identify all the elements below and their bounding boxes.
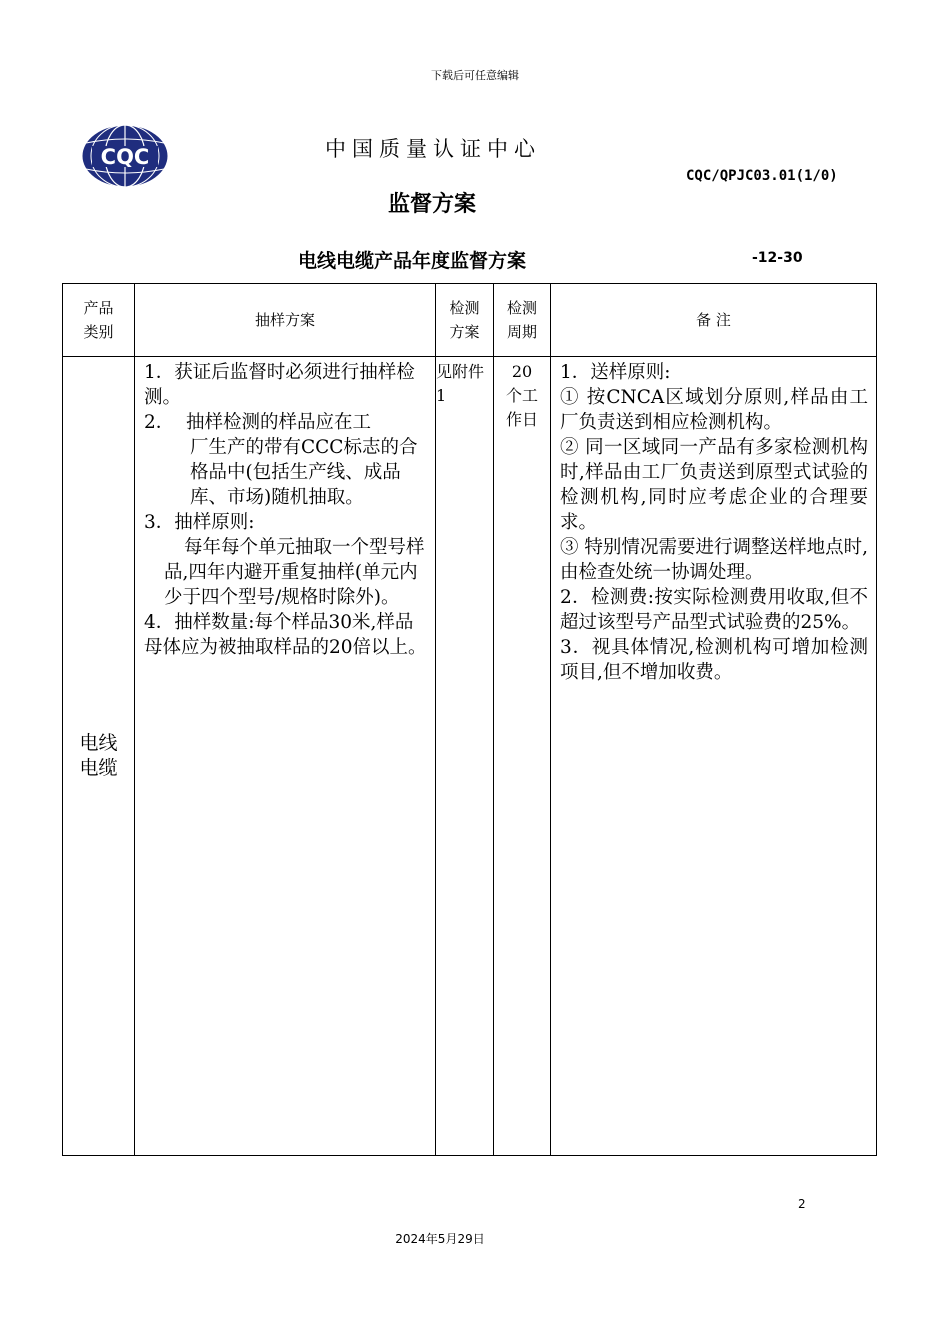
footer-date: 2024年5月29日 xyxy=(395,1232,485,1246)
remark-cell xyxy=(551,357,877,1156)
plan-table xyxy=(62,283,877,1156)
table-header-row xyxy=(63,284,877,357)
table-row xyxy=(63,357,877,1156)
remark-1c: ③ 特别情况需要进行调整送样地点时,由检查处统一协调处理。 xyxy=(560,537,868,583)
cqc-logo xyxy=(80,123,170,189)
org-name: 中国质量认证中心 xyxy=(325,137,541,161)
cycle-cell: 20 个工 作日 xyxy=(494,357,551,1156)
header-category: 产品 类别 xyxy=(63,284,135,357)
doc-title: 监督方案 xyxy=(388,192,477,217)
method-cell: 见附件1 xyxy=(436,357,494,1156)
logo-text: CQC xyxy=(100,145,150,169)
sampling-item-2-rest: 厂生产的带有CCC标志的合格品中(包括生产线、成品库、市场)随机抽取。 xyxy=(190,437,418,508)
header-method: 检测 方案 xyxy=(436,284,494,357)
remark-2: 2．检测费:按实际检测费用收取,但不超过该型号产品型式试验费的25%。 xyxy=(560,587,868,633)
doc-code: CQC/QPJC03.01(1/0) xyxy=(686,168,838,184)
sampling-item-3-detail: 每年每个单元抽取一个型号样品,四年内避开重复抽样(单元内少于四个型号/规格时除外)。 xyxy=(164,537,425,608)
remark-1b: ② 同一区域同一产品有多家检测机构时,样品由工厂负责送到原型式试验的检测机构,同时应考虑企业的合理要求。 xyxy=(560,437,868,533)
category-cell: 电线 电缆 xyxy=(63,357,135,1156)
header-sampling: 抽样方案 xyxy=(135,284,436,357)
header-remark: 备 注 xyxy=(551,284,877,357)
sampling-item-3: 3．抽样原则: xyxy=(144,512,255,533)
sampling-item-1: 1．获证后监督时必须进行抽样检测。 xyxy=(144,362,415,408)
sampling-cell xyxy=(135,357,436,1156)
remark-3: 3．视具体情况,检测机构可增加检测项目,但不增加收费。 xyxy=(560,637,868,683)
remark-1a: ① 按CNCA区域划分原则,样品由工厂负责送到相应检测机构。 xyxy=(560,387,868,433)
date-code: -12-30 xyxy=(752,250,803,266)
sampling-item-2-lead: 2． 抽样检测的样品应在工 xyxy=(144,412,372,433)
sampling-item-4: 4．抽样数量:每个样品30米,样品母体应为被抽取样品的20倍以上。 xyxy=(144,612,427,658)
sub-title: 电线电缆产品年度监督方案 xyxy=(298,250,527,272)
header-cycle: 检测 周期 xyxy=(494,284,551,357)
globe-logo-icon xyxy=(80,123,170,189)
header-note: 下载后可任意编辑 xyxy=(431,69,519,82)
page-number: 2 xyxy=(798,1197,806,1211)
remark-1: 1．送样原则: xyxy=(560,362,671,383)
